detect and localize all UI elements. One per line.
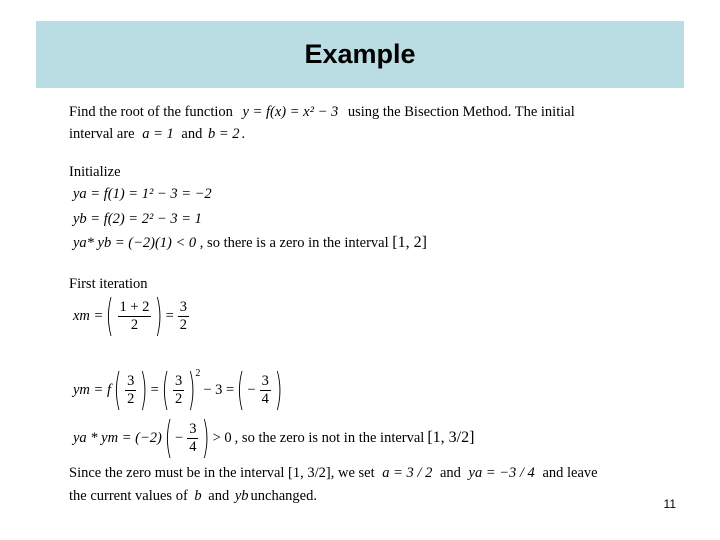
left-paren: ( <box>106 290 114 341</box>
numerator: 3 <box>174 372 183 389</box>
right-paren: ) <box>155 290 163 341</box>
interval-value: [1, 3/2] <box>427 429 475 446</box>
left-paren: ( <box>164 412 173 463</box>
conclusion-text: unchanged. <box>250 488 317 504</box>
period-text: . <box>241 126 246 142</box>
denominator: 4 <box>189 438 197 455</box>
product-equation: ya* yb = (−2)(1) < 0 <box>73 235 197 251</box>
xm-label: xm = <box>73 307 104 324</box>
denominator: 2 <box>127 390 135 407</box>
title-bar <box>36 21 684 88</box>
product-label: ya * ym = (−2) <box>73 429 162 446</box>
comparison: > 0 <box>212 429 232 446</box>
a-assignment: a = 3 / 2 <box>382 465 433 481</box>
numerator: 3 <box>261 372 269 389</box>
ym-label: ym = f <box>73 381 111 398</box>
yb-equation: yb = f(2) = 2² − 3 = 1 <box>73 211 202 227</box>
ya-assignment: ya = −3 / 4 <box>468 465 535 481</box>
right-paren: ) <box>187 364 196 415</box>
problem-line-1 <box>69 103 575 121</box>
xm-fraction <box>118 299 152 334</box>
product-text: , so the zero is not in the interval <box>234 429 425 446</box>
numerator: 3 <box>189 420 197 437</box>
left-paren: ( <box>161 364 170 415</box>
numerator: 3 <box>127 372 135 389</box>
problem-text: interval are <box>69 126 135 142</box>
and-text: and <box>439 465 461 481</box>
denominator: 2 <box>174 390 183 407</box>
ym-arg <box>125 373 136 408</box>
initialize-heading: Initialize <box>69 164 121 180</box>
numerator: 3 <box>179 298 188 315</box>
b-variable: b <box>194 488 202 504</box>
sign: − <box>175 429 184 446</box>
product-line <box>73 234 427 252</box>
conclusion-line-1 <box>69 464 598 482</box>
conclusion-text: Since the zero must be in the interval [1, 3/2], we set <box>69 465 375 481</box>
function-expression: y = f(x) = x² − 3 <box>242 104 339 120</box>
equals: = <box>150 381 159 398</box>
product-ym-equation <box>73 412 475 463</box>
interval-value: [1, 2] <box>392 234 427 251</box>
xm-result <box>178 299 189 334</box>
ym-squared <box>173 373 184 408</box>
b-value: b = 2 <box>207 126 240 142</box>
denominator: 4 <box>261 390 269 407</box>
problem-line-2 <box>69 125 245 143</box>
and-text: and <box>208 488 230 504</box>
sign: − <box>247 381 256 398</box>
xm-equation <box>73 290 190 341</box>
ym-result <box>260 373 271 408</box>
denominator: 2 <box>179 316 188 333</box>
left-paren: ( <box>236 364 245 415</box>
product-fraction <box>187 421 198 456</box>
and-text: and <box>181 126 203 142</box>
right-paren: ) <box>274 364 283 415</box>
conclusion-text: and leave <box>542 465 598 481</box>
slide-title: Example <box>304 39 416 69</box>
a-value: a = 1 <box>142 126 174 142</box>
first-iteration-heading: First iteration <box>69 276 148 292</box>
page-number: 11 <box>663 497 676 511</box>
right-paren: ) <box>140 364 148 415</box>
left-paren: ( <box>113 364 122 415</box>
right-paren: ) <box>202 412 210 463</box>
product-text: , so there is a zero in the interval <box>199 235 389 251</box>
equals: = <box>165 307 174 324</box>
problem-text: Find the root of the function <box>69 104 233 120</box>
ym-equation <box>73 364 283 415</box>
exponent: 2 <box>195 368 201 379</box>
conclusion-line-2 <box>69 487 317 505</box>
denominator: 2 <box>130 316 139 333</box>
numerator: 1 + 2 <box>119 298 150 315</box>
ya-equation: ya = f(1) = 1² − 3 = −2 <box>73 186 212 202</box>
problem-text: using the Bisection Method. The initial <box>347 104 575 120</box>
minus-three: − 3 = <box>203 381 235 398</box>
yb-variable: yb <box>234 488 249 504</box>
conclusion-text: the current values of <box>69 488 188 504</box>
